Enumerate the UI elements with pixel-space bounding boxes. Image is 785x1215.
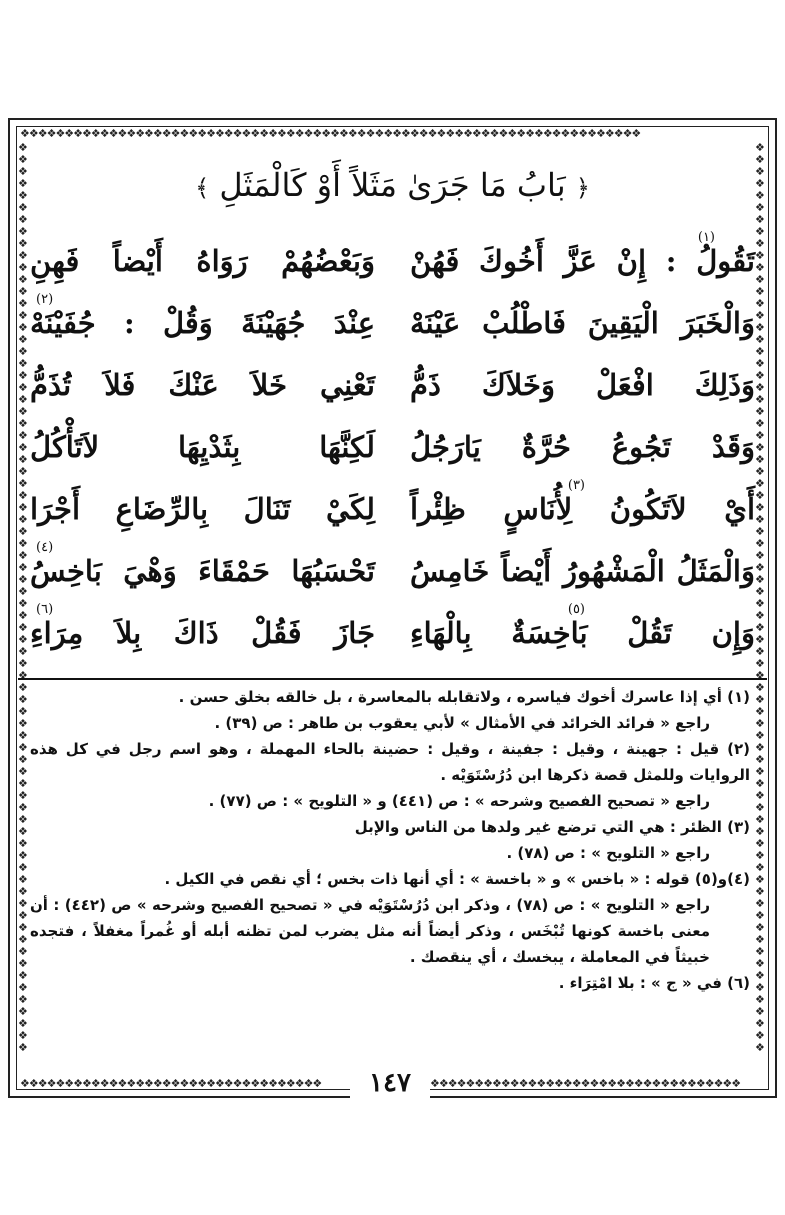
poem [30,230,755,664]
footnote-reference: راجع « التلويح » : ص (٧٨) ، وذكر ابن دُرُسْتَوَيْه في « تصحيح الفصيح وشرحه » ص (٤٤٢) : أن معنى باخسة كونها تُبْخَس ، وذكر أيضاً أنه مثل يضرب لمن تظنه أبله أو غُمراً مغفلاً ، فتجده خبيثاً في المعاملة ، يبخسك ، أي ينقصك . [30,896,710,966]
verse-first-hemistich: (٥) وَإِن تَقُلْ بَاخِسَةٌ بِالْهَاءِ [410,602,755,650]
footnote-ref: (١) [697,230,715,245]
heading-title: بَابُ مَا جَرَىٰ مَثَلاً أَوْ كَالْمَثَلِ [219,166,566,204]
verse-second-hemistich: (٢) عِنْدَ جُهَيْنَةَ وَقُلْ : جُفَيْنَهْ [30,292,375,340]
footnotes [30,684,750,996]
footnote-reference: راجع « التلويح » : ص (٧٨) . [506,844,710,862]
footnote-ref: (٤) [36,540,54,555]
footnote-separator [18,678,767,680]
heading-ornament-right: ﴿ [575,174,590,202]
verse-second-hemistich: (٦) جَازَ فَقُلْ ذَاكَ بِلاَ مِرَاءِ [30,602,375,650]
footnote-ref: (٦) [36,602,54,617]
verse-first-hemistich: وَالْخَبَرَ الْيَقِينَ فَاطْلُبْ عَيْنَهْ [410,306,755,340]
footnote-reference: راجع « فرائد الخرائد في الأمثال » لأبي يعقوب بن طاهر : ص (٣٩) . [214,714,710,732]
verse [30,602,755,664]
frame-ornament-bottom-left: ❖❖❖❖❖❖❖❖❖❖❖❖❖❖❖❖❖❖❖❖❖❖❖❖❖❖❖❖❖❖❖❖❖❖ [20,1078,322,1090]
verse [30,292,755,354]
verse-second-hemistich: وَبَعْضُهُمْ رَوَاهُ أَيْضاً فَهِنِ [30,244,375,278]
footnote: (٤)و(٥) قوله : « باخس » و « باخسة » : أي أنها ذات بخس ؛ أي نقص في الكيل . [164,870,750,888]
verse [30,354,755,416]
footnote-ref: (٥) [567,602,585,617]
footnote: (٦) في « ج » : بلا امْتِرَاء . [558,974,750,992]
verse-second-hemistich: تَعْنِي خَلاَ عَنْكَ فَلاَ تُذَمُّ [30,368,375,402]
verse-first-hemistich: وَذَلِكَ افْعَلْ وَخَلاَكَ ذَمُّ [410,368,755,402]
heading-ornament-left: ﴾ [195,174,210,202]
page-number: ١٤٧ [350,1066,430,1100]
footnote-reference: راجع « تصحيح الفصيح وشرحه » : ص (٤٤١) و « التلويح » : ص (٧٧) . [208,792,710,810]
frame-ornament-top: ❖❖❖❖❖❖❖❖❖❖❖❖❖❖❖❖❖❖❖❖❖❖❖❖❖❖❖❖❖❖❖❖❖❖❖❖❖❖❖❖❖❖❖❖❖❖❖❖❖❖❖❖❖❖❖❖❖❖❖❖❖❖❖❖❖❖❖❖❖❖ [20,128,641,140]
footnote: (٣) الظئر : هي التي ترضع غير ولدها من الناس والإبل [354,818,750,836]
verse [30,478,755,540]
verse-first-hemistich: (٣) أَيْ لاَتَكُونُ لِأُنَاسٍ ظِئْراً [410,478,755,526]
footnote-ref: (٣) [567,478,585,493]
footnote: (١) أي إذا عاسرك أخوك فياسره ، ولاتقابله بالمعاسرة ، بل خالقه بخلق حسن . [178,688,750,706]
verse-second-hemistich: (٤) تَحْسَبُهَا حَمْقَاءَ وَهْيَ بَاخِسُ [30,540,375,588]
chapter-heading [40,160,745,210]
verse-first-hemistich: (١) تَقُولُ : إِنْ عَزَّ أَخُوكَ فَهُنْ [410,230,755,278]
verse-second-hemistich: لِكَيْ تَنَالَ بِالرِّضَاعِ أَجْرَا [30,492,375,526]
verse-first-hemistich: وَالْمَثَلُ الْمَشْهُورُ أَيْضاً خَامِسُ [410,554,755,588]
verse-first-hemistich: وَقَدْ تَجُوعُ حُرَّةٌ يَارَجُلُ [410,430,755,464]
verse [30,230,755,292]
frame-ornament-left: ❖❖❖❖❖❖❖❖❖❖❖❖❖❖❖❖❖❖❖❖❖❖❖❖❖❖❖❖❖❖❖❖❖❖❖❖❖❖❖❖❖❖❖❖❖❖❖❖❖❖❖❖❖❖❖❖❖❖❖❖❖❖❖❖❖❖❖❖❖❖❖❖❖❖❖❖ [18,142,28,1054]
verse [30,416,755,478]
frame-ornament-bottom-right: ❖❖❖❖❖❖❖❖❖❖❖❖❖❖❖❖❖❖❖❖❖❖❖❖❖❖❖❖❖❖❖❖❖❖❖ [430,1078,741,1090]
footnote-ref: (٢) [36,292,54,307]
frame-ornament-right: ❖❖❖❖❖❖❖❖❖❖❖❖❖❖❖❖❖❖❖❖❖❖❖❖❖❖❖❖❖❖❖❖❖❖❖❖❖❖❖❖❖❖❖❖❖❖❖❖❖❖❖❖❖❖❖❖❖❖❖❖❖❖❖❖❖❖❖❖❖❖❖❖❖❖❖❖ [755,142,765,1054]
verse [30,540,755,602]
verse-second-hemistich: لَكِنَّهَا بِثَدْيِهَا لاَتَأْكُلُ [30,430,375,464]
footnote: (٢) قيل : جهينة ، وقيل : جفينة ، وقيل : حضينة بالحاء المهملة ، وهو اسم رجل في كل هذه الروايات وللمثل قصة ذكرها ابن دُرُسْتَوَيْه . [30,740,750,784]
